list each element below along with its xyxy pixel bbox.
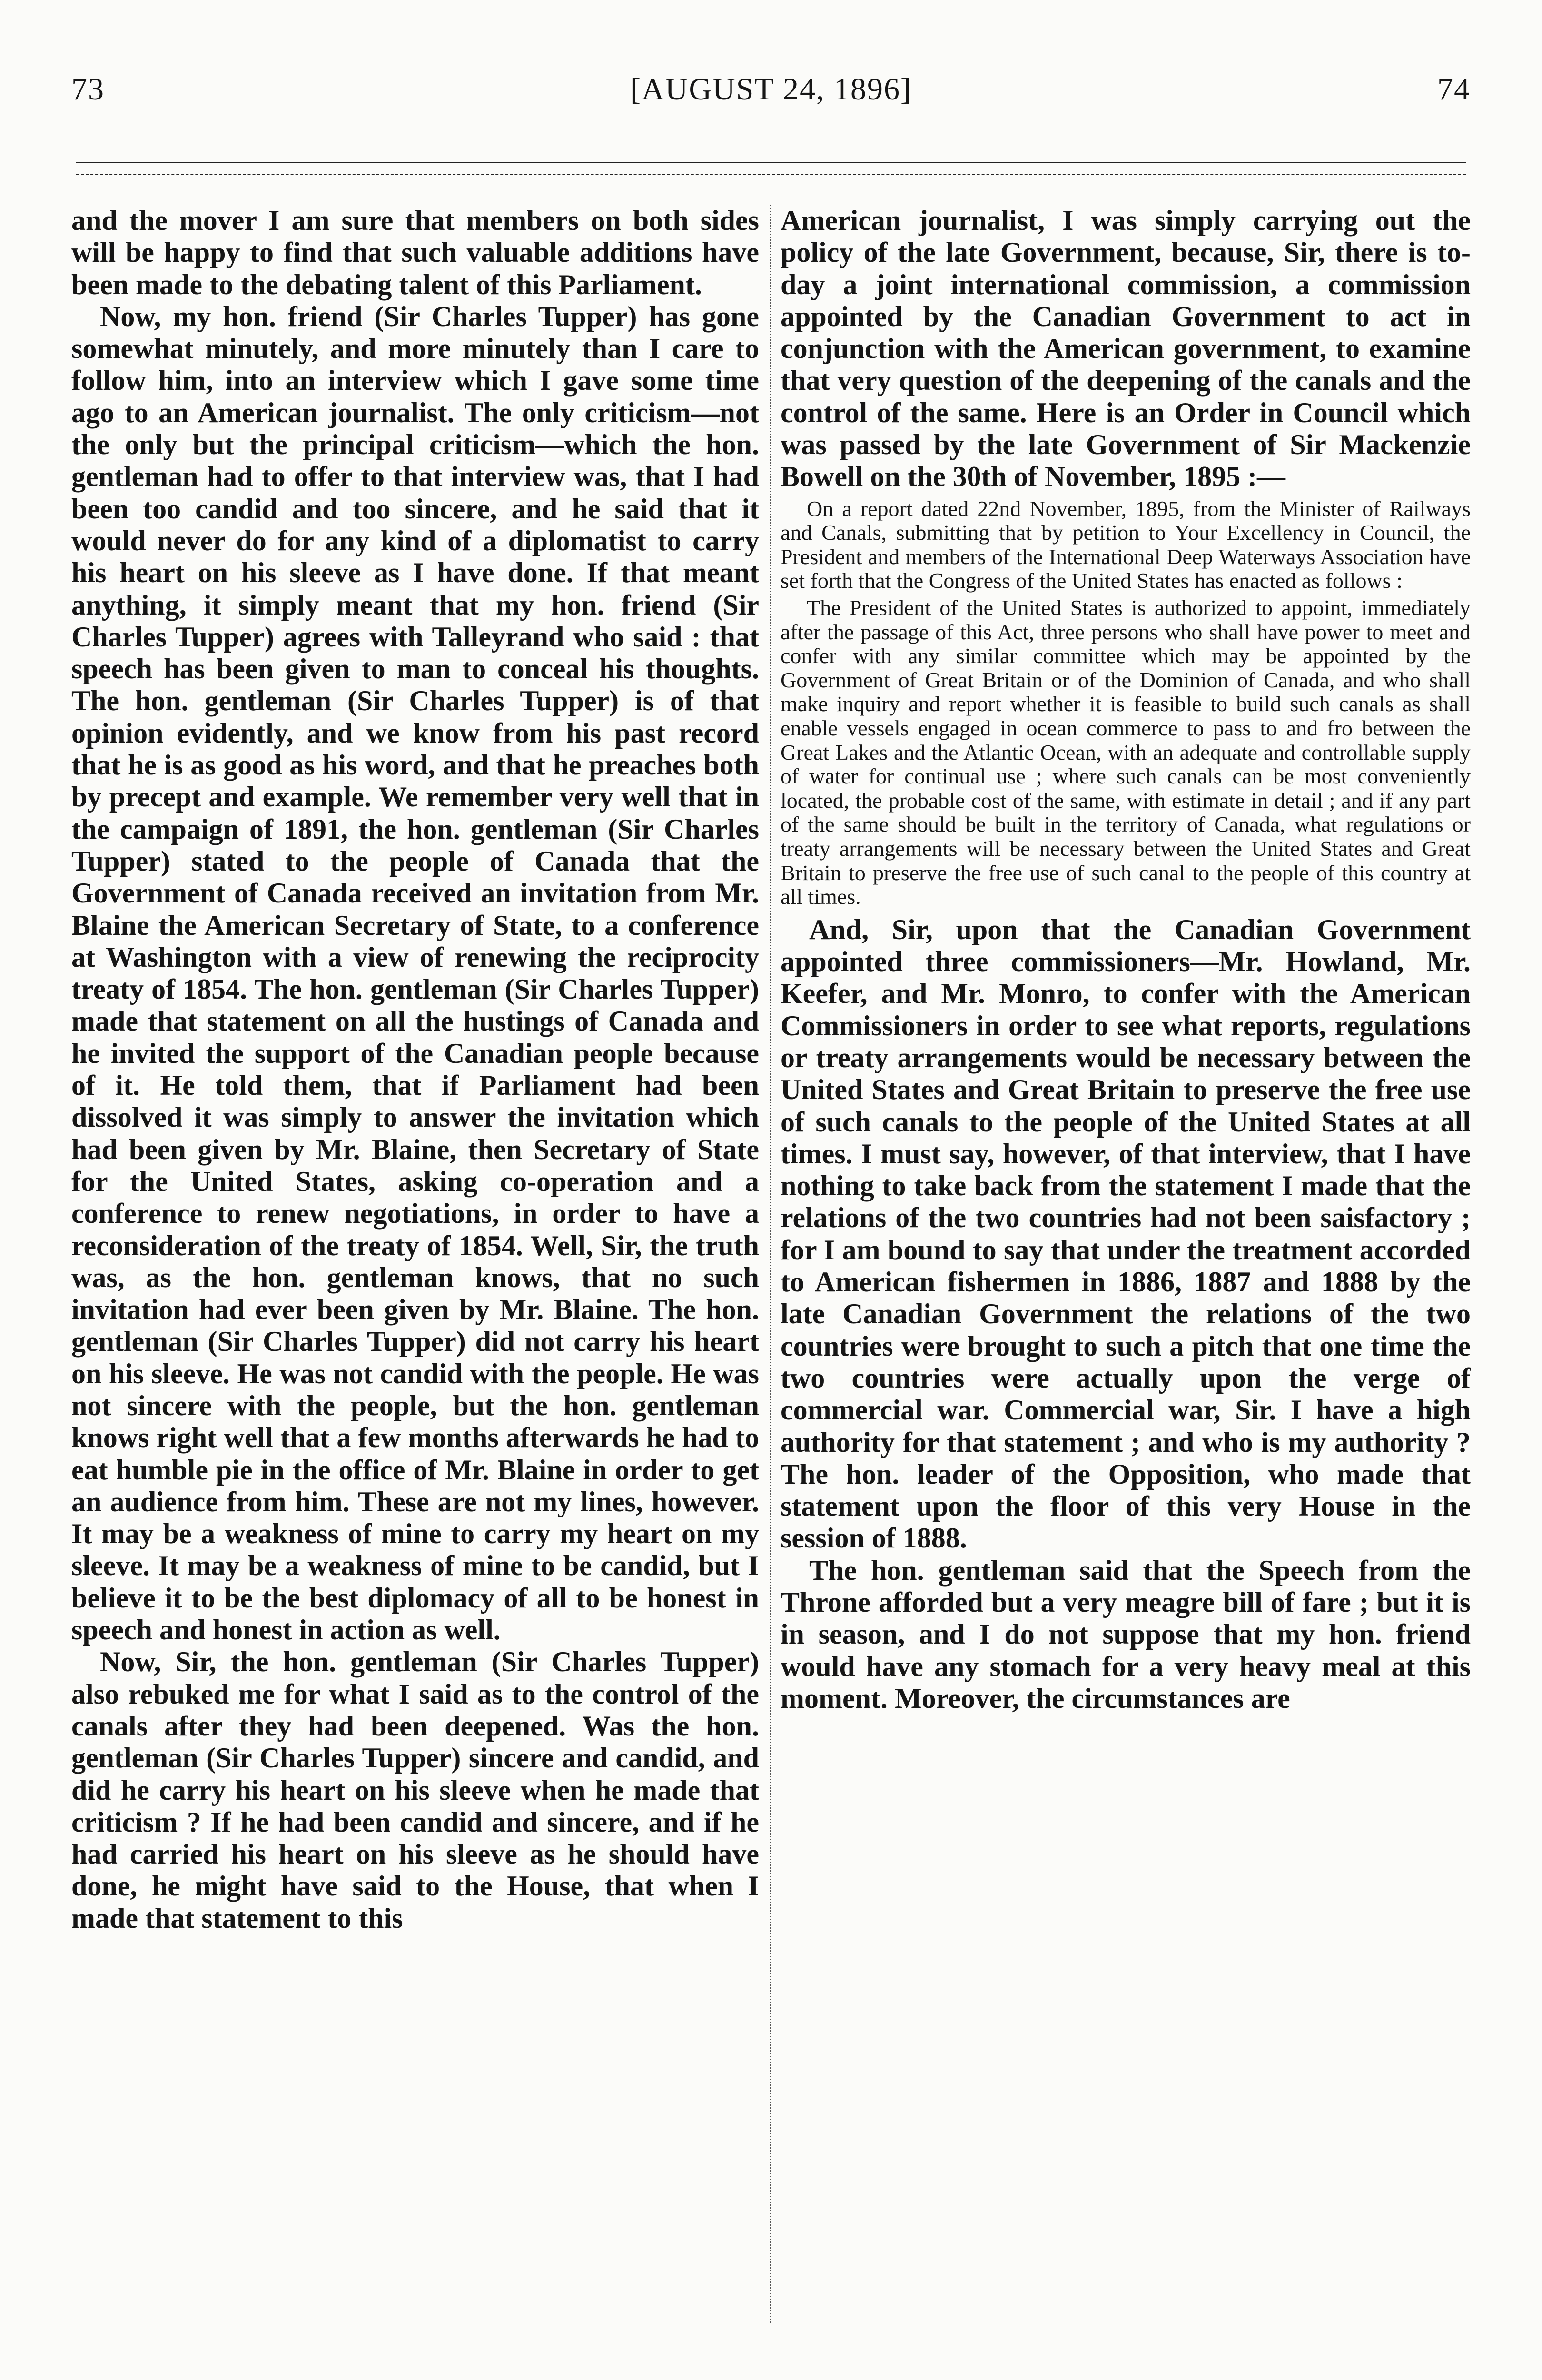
header-rule [76, 162, 1466, 163]
right-paragraph-2: And, Sir, upon that the Canadian Government appointed three commissioners—Mr. Howland, Mr. Keefer, and Mr. Monro, to confer with the American Commissioners in order to see what reports, regulations or treaty arrangements would be necessary between the United States and Great Britain to preserve the free use of such canals to the people of the United States at all times. I must say, however, of that interview, that I have nothing to take back from the statement I made that the relations of the two countries had not been saisfactory ; for I am bound to say that under the treatment accorded to American fishermen in 1886, 1887 and 1888 by the late Canadian Government the relations of the two countries were brought to such a pitch that one time the two countries were actually upon the verge of commercial war. Commercial war, Sir. I have a high authority for that statement ; and who is my authority ? The hon. leader of the Opposition, who made that statement upon the floor of this very House in the session of 1888. [781, 913, 1471, 1554]
left-paragraph-2: Now, my hon. friend (Sir Charles Tupper) has gone somewhat minutely, and more minutely than I care to follow him, into an interview which I gave some time ago to an American journalist. The only criticism—not the only but the principal criticism—which the hon. gentleman had to offer to that interview was, that I had been too candid and too sincere, and he said that it would never do for any kind of a diplomatist to carry his heart on his sleeve as I have done. If that meant anything, it simply meant that my hon. friend (Sir Charles Tupper) agrees with Talleyrand who said : that speech has been given to man to conceal his thoughts. The hon. gentleman (Sir Charles Tupper) is of that opinion evidently, and we know from his past record that he is as good as his word, and that he preaches both by precept and example. We remember very well that in the campaign of 1891, the hon. gentleman (Sir Charles Tupper) stated to the people of Canada that the Government of Canada received an invitation from Mr. Blaine the American Secretary of State, to a conference at Washington with a view of renewing the reciprocity treaty of 1854. The hon. gentleman (Sir Charles Tupper) made that statement on all the hustings of Canada and he invited the support of the Canadian people because of it. He told them, that if Parliament had been dissolved it was simply to answer the invitation which had been given by Mr. Blaine, then Secretary of State for the United States, asking co-operation and a conference to renew negotiations, in order to have a reconsideration of the treaty of 1854. Well, Sir, the truth was, as the hon. gentleman knows, that no such invitation had ever been given by Mr. Blaine. The hon. gentleman (Sir Charles Tupper) did not carry his heart on his sleeve. He was not candid with the people. He was not sincere with the people, but the hon. gentleman knows right well that a few months afterwards he had to eat humble pie in the office of Mr. Blaine in order to get an audience from him. These are not my lines, however. It may be a weakness of mine to carry my heart on my sleeve. It may be a weakness of mine to be candid, but I believe it to be the best diplomacy of all to be honest in speech and honest in action as well. [71, 300, 759, 1646]
order-in-council-quote [781, 497, 1471, 909]
quote-paragraph-2: The President of the United States is authorized to appoint, immediately after the passage of this Act, three persons who shall have power to meet and confer with any similar committee which may be appointed by the Government of Great Britain or of the Dominion of Canada, and who shall make inquiry and report whether it is feasible to build such canals as shall enable vessels engaged in ocean commerce to pass to and fro between the Great Lakes and the Atlantic Ocean, with an adequate and controllable supply of water for continual use ; where such canals can be most conveniently located, the probable cost of the same, with estimate in detail ; and if any part of the same should be built in the territory of Canada, what regulations or treaty arrangements will be necessary between the United States and Great Britain to preserve the free use of such canal to the people of this country at all times. [781, 595, 1471, 909]
column-divider [770, 205, 771, 2323]
left-column [71, 205, 759, 2328]
right-column [781, 205, 1471, 2328]
header-rule-dashed [76, 174, 1466, 175]
page-date-title: [AUGUST 24, 1896] [630, 72, 912, 107]
quote-paragraph-1: On a report dated 22nd November, 1895, from the Minister of Railways and Canals, submitting that by petition to Your Excellency in Council, the President and members of the International Deep Waterways Association have set forth that the Congress of the United States has enacted as follows : [781, 496, 1471, 593]
left-paragraph-3: Now, Sir, the hon. gentleman (Sir Charles Tupper) also rebuked me for what I said as to the control of the canals after they had been deepened. Was the hon. gentleman (Sir Charles Tupper) sincere and candid, and did he carry his heart on his sleeve when he made that criticism ? If he had been candid and sincere, and if he had carried his heart on his sleeve as he should have done, he might have said to the House, that when I made that statement to this [71, 1646, 759, 1934]
right-page-number: 74 [1437, 72, 1471, 107]
right-paragraph-3: The hon. gentleman said that the Speech from the Throne afforded but a very meagre bill of fare ; but it is in season, and I do not suppose that my hon. friend would have any stomach for a very heavy meal at this moment. Moreover, the circumstances are [781, 1554, 1471, 1714]
left-page-number: 73 [71, 72, 105, 107]
left-paragraph-1: and the mover I am sure that members on both sides will be happy to find that such valuable additions have been made to the debating talent of this Parliament. [71, 205, 759, 300]
right-paragraph-intro: American journalist, I was simply carrying out the policy of the late Government, because, Sir, there is to-day a joint international commission, a commission appointed by the Canadian Government to act in conjunction with the American government, to examine that very question of the deepening of the canals and the control of the same. Here is an Order in Council which was passed by the late Government of Sir Mackenzie Bowell on the 30th of November, 1895 :— [781, 205, 1471, 493]
page-header [71, 71, 1471, 129]
